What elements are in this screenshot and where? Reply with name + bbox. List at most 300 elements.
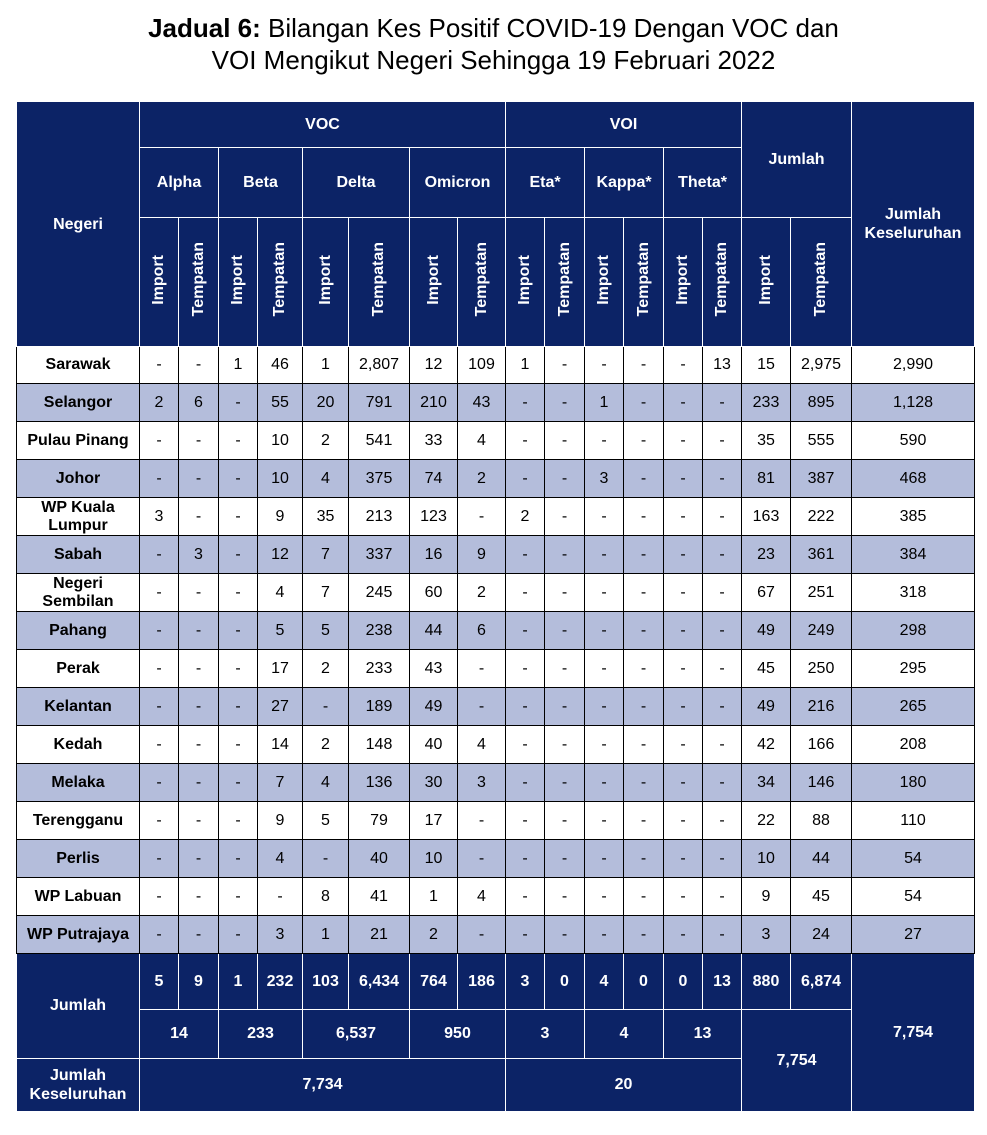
table-cell: - bbox=[585, 574, 624, 612]
row-grand-total: 318 bbox=[852, 574, 975, 612]
table-cell: - bbox=[624, 460, 664, 498]
subheader-tempatan bbox=[458, 218, 506, 347]
table-cell: 387 bbox=[791, 460, 852, 498]
table-cell: 14 bbox=[258, 726, 303, 764]
table-cell: - bbox=[179, 688, 219, 726]
state-name: Melaka bbox=[17, 764, 140, 802]
state-name: Kelantan bbox=[17, 688, 140, 726]
table-cell: - bbox=[664, 650, 703, 688]
table-cell: 123 bbox=[410, 498, 458, 536]
subheader-import bbox=[410, 218, 458, 347]
table-cell: 233 bbox=[742, 384, 791, 422]
table-cell: 136 bbox=[349, 764, 410, 802]
table-cell: 7 bbox=[258, 764, 303, 802]
table-cell: 88 bbox=[791, 802, 852, 840]
footer-jumlah-cell: 103 bbox=[303, 954, 349, 1010]
table-cell: - bbox=[458, 916, 506, 954]
table-cell: 4 bbox=[258, 574, 303, 612]
table-cell: - bbox=[664, 347, 703, 384]
row-grand-total: 385 bbox=[852, 498, 975, 536]
table-cell: 2,975 bbox=[791, 347, 852, 384]
table-cell: 2 bbox=[410, 916, 458, 954]
table-cell: - bbox=[664, 536, 703, 574]
footer-variant-total: 14 bbox=[140, 1010, 219, 1059]
table-cell: - bbox=[585, 688, 624, 726]
table-cell: 34 bbox=[742, 764, 791, 802]
table-cell: - bbox=[545, 764, 585, 802]
table-cell: - bbox=[140, 726, 179, 764]
state-name: Perlis bbox=[17, 840, 140, 878]
table-cell: 3 bbox=[742, 916, 791, 954]
table-cell: - bbox=[506, 688, 545, 726]
header-negeri: Negeri bbox=[17, 102, 140, 347]
table-cell: 166 bbox=[791, 726, 852, 764]
footer-variant-total: 4 bbox=[585, 1010, 664, 1059]
table-title bbox=[0, 12, 987, 76]
table-cell: - bbox=[664, 422, 703, 460]
table-cell: - bbox=[624, 384, 664, 422]
table-cell: - bbox=[219, 726, 258, 764]
title-label: Jadual 6: bbox=[148, 13, 261, 43]
footer-jumlah-cell: 764 bbox=[410, 954, 458, 1010]
table-cell: 23 bbox=[742, 536, 791, 574]
table-row bbox=[17, 878, 975, 916]
table-cell: 74 bbox=[410, 460, 458, 498]
table-cell: - bbox=[219, 802, 258, 840]
footer-variant-total: 6,537 bbox=[303, 1010, 410, 1059]
table-cell: - bbox=[624, 764, 664, 802]
table-cell: 250 bbox=[791, 650, 852, 688]
table-cell: 895 bbox=[791, 384, 852, 422]
table-row bbox=[17, 764, 975, 802]
table-cell: - bbox=[624, 347, 664, 384]
table-cell: 41 bbox=[349, 878, 410, 916]
table-cell: - bbox=[585, 612, 624, 650]
subheader-tempatan-label: Tempatan bbox=[555, 242, 573, 317]
table-row bbox=[17, 422, 975, 460]
subheader-import bbox=[506, 218, 545, 347]
table-cell: - bbox=[506, 460, 545, 498]
table-cell: 4 bbox=[458, 726, 506, 764]
table-cell: 49 bbox=[742, 688, 791, 726]
table-cell: - bbox=[664, 802, 703, 840]
subheader-import-label: Import bbox=[229, 254, 246, 305]
table-cell: - bbox=[140, 612, 179, 650]
subheader-tempatan-label: Tempatan bbox=[713, 242, 730, 317]
subheader-import-label: Import bbox=[424, 254, 442, 305]
table-cell: - bbox=[179, 840, 219, 878]
table-cell: 3 bbox=[258, 916, 303, 954]
row-grand-total: 298 bbox=[852, 612, 975, 650]
table-cell: - bbox=[545, 384, 585, 422]
table-cell: - bbox=[664, 764, 703, 802]
table-cell: 24 bbox=[791, 916, 852, 954]
table-cell: 9 bbox=[258, 498, 303, 536]
table-cell: 213 bbox=[349, 498, 410, 536]
table-cell: - bbox=[585, 878, 624, 916]
state-name: Kedah bbox=[17, 726, 140, 764]
subheader-import-label: Import bbox=[150, 254, 167, 305]
table-cell: 40 bbox=[349, 840, 410, 878]
subheader-import-label: Import bbox=[516, 254, 533, 305]
table-cell: - bbox=[703, 612, 742, 650]
table-cell: - bbox=[140, 688, 179, 726]
table-cell: 42 bbox=[742, 726, 791, 764]
table-cell: 2 bbox=[506, 498, 545, 536]
table-cell: - bbox=[140, 764, 179, 802]
table-cell: - bbox=[703, 726, 742, 764]
table-cell: 33 bbox=[410, 422, 458, 460]
subheader-import-label: Import bbox=[595, 254, 612, 305]
table-cell: 20 bbox=[303, 384, 349, 422]
table-cell: - bbox=[703, 878, 742, 916]
table-cell: 8 bbox=[303, 878, 349, 916]
table-cell: 45 bbox=[742, 650, 791, 688]
header-variant-kappa: Kappa* bbox=[585, 148, 664, 218]
table-cell: - bbox=[664, 726, 703, 764]
table-cell: - bbox=[545, 650, 585, 688]
row-grand-total: 180 bbox=[852, 764, 975, 802]
table-cell: - bbox=[506, 612, 545, 650]
table-cell: - bbox=[545, 347, 585, 384]
table-cell: - bbox=[703, 802, 742, 840]
table-cell: - bbox=[624, 612, 664, 650]
table-cell: 40 bbox=[410, 726, 458, 764]
table-cell: 238 bbox=[349, 612, 410, 650]
row-grand-total: 295 bbox=[852, 650, 975, 688]
title-line2: VOI Mengikut Negeri Sehingga 19 Februari 2022 bbox=[211, 45, 776, 75]
table-cell: - bbox=[664, 384, 703, 422]
footer-jumlah-cell: 0 bbox=[664, 954, 703, 1010]
table-cell: 4 bbox=[303, 460, 349, 498]
table-cell: - bbox=[703, 460, 742, 498]
table-cell: - bbox=[703, 840, 742, 878]
table-cell: 17 bbox=[258, 650, 303, 688]
table-cell: - bbox=[140, 916, 179, 954]
table-cell: - bbox=[506, 422, 545, 460]
table-cell: 1 bbox=[303, 347, 349, 384]
table-cell: - bbox=[585, 840, 624, 878]
row-grand-total: 1,128 bbox=[852, 384, 975, 422]
table-cell: 251 bbox=[791, 574, 852, 612]
table-cell: 541 bbox=[349, 422, 410, 460]
table-cell: - bbox=[140, 536, 179, 574]
table-cell: 9 bbox=[258, 802, 303, 840]
footer-jumlah-cell: 1 bbox=[219, 954, 258, 1010]
table-cell: 1 bbox=[303, 916, 349, 954]
table-cell: 60 bbox=[410, 574, 458, 612]
header-jumlah: Jumlah bbox=[742, 102, 852, 218]
table-cell: 4 bbox=[258, 840, 303, 878]
table-row bbox=[17, 536, 975, 574]
table-cell: - bbox=[585, 802, 624, 840]
table-cell: 2 bbox=[458, 574, 506, 612]
table-cell: - bbox=[140, 650, 179, 688]
table-cell: 210 bbox=[410, 384, 458, 422]
header-variant-beta: Beta bbox=[219, 148, 303, 218]
footer-jumlah-cell: 9 bbox=[179, 954, 219, 1010]
table-cell: 81 bbox=[742, 460, 791, 498]
table-cell: - bbox=[624, 498, 664, 536]
state-name: Perak bbox=[17, 650, 140, 688]
table-cell: - bbox=[664, 574, 703, 612]
table-cell: - bbox=[703, 422, 742, 460]
table-cell: - bbox=[545, 422, 585, 460]
table-cell: - bbox=[458, 688, 506, 726]
row-grand-total: 265 bbox=[852, 688, 975, 726]
table-cell: - bbox=[703, 574, 742, 612]
table-cell: 7 bbox=[303, 536, 349, 574]
table-cell: 222 bbox=[791, 498, 852, 536]
table-cell: - bbox=[219, 688, 258, 726]
state-name: WP Labuan bbox=[17, 878, 140, 916]
table-cell: - bbox=[624, 650, 664, 688]
footer-jumlah-cell: 0 bbox=[624, 954, 664, 1010]
footer-jumlah-cell: 186 bbox=[458, 954, 506, 1010]
table-cell: 5 bbox=[303, 802, 349, 840]
footer-variant-total: 3 bbox=[506, 1010, 585, 1059]
table-cell: 17 bbox=[410, 802, 458, 840]
subheader-tempatan bbox=[545, 218, 585, 347]
table-cell: 5 bbox=[303, 612, 349, 650]
table-cell: - bbox=[545, 802, 585, 840]
row-grand-total: 384 bbox=[852, 536, 975, 574]
table-row bbox=[17, 802, 975, 840]
table-cell: - bbox=[458, 650, 506, 688]
table-row bbox=[17, 574, 975, 612]
table-cell: 4 bbox=[458, 422, 506, 460]
table-cell: - bbox=[140, 347, 179, 384]
table-cell: - bbox=[506, 574, 545, 612]
table-cell: - bbox=[545, 840, 585, 878]
covid-variant-table bbox=[16, 101, 975, 1112]
row-grand-total: 468 bbox=[852, 460, 975, 498]
table-cell: - bbox=[545, 612, 585, 650]
footer-jumlah-cell: 4 bbox=[585, 954, 624, 1010]
table-cell: - bbox=[585, 498, 624, 536]
table-cell: - bbox=[545, 460, 585, 498]
table-cell: 9 bbox=[742, 878, 791, 916]
table-cell: - bbox=[219, 650, 258, 688]
header-variant-theta: Theta* bbox=[664, 148, 742, 218]
table-cell: 109 bbox=[458, 347, 506, 384]
table-cell: - bbox=[624, 802, 664, 840]
table-cell: - bbox=[624, 422, 664, 460]
table-cell: 35 bbox=[303, 498, 349, 536]
header-voi: VOI bbox=[506, 102, 742, 148]
subheader-tempatan bbox=[624, 218, 664, 347]
table-cell: 245 bbox=[349, 574, 410, 612]
subheader-tempatan bbox=[258, 218, 303, 347]
table-cell: 67 bbox=[742, 574, 791, 612]
table-cell: - bbox=[545, 916, 585, 954]
table-cell: - bbox=[664, 460, 703, 498]
footer-jumlah-cell: 3 bbox=[506, 954, 545, 1010]
table-cell: - bbox=[140, 802, 179, 840]
table-cell: - bbox=[545, 574, 585, 612]
table-cell: 44 bbox=[410, 612, 458, 650]
row-grand-total: 2,990 bbox=[852, 347, 975, 384]
table-cell: 233 bbox=[349, 650, 410, 688]
table-cell: - bbox=[219, 384, 258, 422]
table-cell: - bbox=[703, 536, 742, 574]
table-cell: - bbox=[664, 688, 703, 726]
state-name: WP Kuala Lumpur bbox=[17, 498, 140, 536]
table-cell: - bbox=[624, 916, 664, 954]
state-name: WP Putrajaya bbox=[17, 916, 140, 954]
table-cell: 12 bbox=[410, 347, 458, 384]
title-line1: Bilangan Kes Positif COVID-19 Dengan VOC dan bbox=[260, 13, 839, 43]
table-cell: 5 bbox=[258, 612, 303, 650]
table-cell: 4 bbox=[303, 764, 349, 802]
table-cell: - bbox=[179, 916, 219, 954]
table-row bbox=[17, 612, 975, 650]
table-cell: 6 bbox=[179, 384, 219, 422]
row-grand-total: 54 bbox=[852, 840, 975, 878]
table-cell: 49 bbox=[742, 612, 791, 650]
table-cell: 15 bbox=[742, 347, 791, 384]
footer-variant-total: 233 bbox=[219, 1010, 303, 1059]
table-cell: 27 bbox=[258, 688, 303, 726]
table-cell: - bbox=[664, 498, 703, 536]
table-cell: - bbox=[545, 536, 585, 574]
table-cell: - bbox=[219, 460, 258, 498]
table-row bbox=[17, 840, 975, 878]
subheader-tempatan-label: Tempatan bbox=[271, 242, 288, 317]
subheader-import bbox=[219, 218, 258, 347]
header-variant-delta: Delta bbox=[303, 148, 410, 218]
table-cell: - bbox=[624, 574, 664, 612]
table-cell: - bbox=[458, 498, 506, 536]
row-grand-total: 54 bbox=[852, 878, 975, 916]
table-cell: 148 bbox=[349, 726, 410, 764]
subheader-tempatan-label: Tempatan bbox=[472, 242, 490, 317]
table-body bbox=[17, 347, 975, 954]
row-grand-total: 590 bbox=[852, 422, 975, 460]
table-cell: - bbox=[624, 726, 664, 764]
table-cell: - bbox=[585, 422, 624, 460]
table-cell: 12 bbox=[258, 536, 303, 574]
table-cell: - bbox=[585, 726, 624, 764]
footer-jumlah-cell: 5 bbox=[140, 954, 179, 1010]
table-cell: - bbox=[664, 878, 703, 916]
table-cell: - bbox=[219, 498, 258, 536]
table-cell: - bbox=[703, 916, 742, 954]
table-row bbox=[17, 347, 975, 384]
subheader-tempatan bbox=[791, 218, 852, 347]
subheader-tempatan bbox=[349, 218, 410, 347]
table-cell: - bbox=[506, 802, 545, 840]
table-cell: - bbox=[458, 802, 506, 840]
table-cell: 3 bbox=[179, 536, 219, 574]
table-cell: 79 bbox=[349, 802, 410, 840]
table-cell: - bbox=[179, 802, 219, 840]
table-cell: 3 bbox=[140, 498, 179, 536]
subheader-import bbox=[140, 218, 179, 347]
table-cell: - bbox=[506, 726, 545, 764]
header-jumlah-keseluruhan: Jumlah Keseluruhan bbox=[852, 102, 975, 347]
table-cell: - bbox=[140, 574, 179, 612]
footer-jumlah-label: Jumlah bbox=[17, 954, 140, 1059]
table-row bbox=[17, 916, 975, 954]
state-name: Sarawak bbox=[17, 347, 140, 384]
footer-jumlah-cell: 6,434 bbox=[349, 954, 410, 1010]
table-cell: - bbox=[219, 916, 258, 954]
table-cell: - bbox=[703, 498, 742, 536]
table-cell: 55 bbox=[258, 384, 303, 422]
subheader-import bbox=[303, 218, 349, 347]
table-cell: - bbox=[624, 878, 664, 916]
table-cell: - bbox=[140, 460, 179, 498]
footer-jumlah-total: 7,754 bbox=[742, 1010, 852, 1112]
table-cell: 30 bbox=[410, 764, 458, 802]
table-cell: - bbox=[179, 347, 219, 384]
table-row bbox=[17, 498, 975, 536]
table-cell: - bbox=[179, 574, 219, 612]
table-cell: - bbox=[179, 498, 219, 536]
footer-variant-total-row bbox=[17, 1010, 975, 1059]
subheader-tempatan-label: Tempatan bbox=[189, 242, 207, 317]
footer-grand-total: 7,754 bbox=[852, 954, 975, 1112]
table-cell: - bbox=[545, 878, 585, 916]
table-cell: 2 bbox=[303, 650, 349, 688]
table-cell: - bbox=[219, 878, 258, 916]
table-cell: 1 bbox=[506, 347, 545, 384]
table-cell: 791 bbox=[349, 384, 410, 422]
table-cell: 2 bbox=[303, 422, 349, 460]
table-cell: 10 bbox=[410, 840, 458, 878]
table-cell: - bbox=[703, 384, 742, 422]
table-cell: - bbox=[140, 878, 179, 916]
subheader-tempatan-label: Tempatan bbox=[634, 242, 652, 317]
table-cell: - bbox=[458, 840, 506, 878]
table-cell: - bbox=[624, 536, 664, 574]
table-cell: 3 bbox=[458, 764, 506, 802]
header-variant-eta: Eta* bbox=[506, 148, 585, 218]
table-cell: - bbox=[585, 916, 624, 954]
table-cell: - bbox=[703, 688, 742, 726]
table-cell: 10 bbox=[742, 840, 791, 878]
table-cell: 44 bbox=[791, 840, 852, 878]
state-name: Negeri Sembilan bbox=[17, 574, 140, 612]
table-cell: - bbox=[179, 612, 219, 650]
header-variant-alpha: Alpha bbox=[140, 148, 219, 218]
table-cell: 9 bbox=[458, 536, 506, 574]
subheader-tempatan-label: Tempatan bbox=[370, 242, 387, 317]
table-cell: - bbox=[506, 536, 545, 574]
table-cell: - bbox=[545, 726, 585, 764]
table-cell: 43 bbox=[410, 650, 458, 688]
table-cell: 6 bbox=[458, 612, 506, 650]
footer-jumlah-cell: 13 bbox=[703, 954, 742, 1010]
table-cell: - bbox=[703, 650, 742, 688]
table-cell: - bbox=[585, 764, 624, 802]
table-cell: - bbox=[303, 840, 349, 878]
row-grand-total: 208 bbox=[852, 726, 975, 764]
table-cell: - bbox=[219, 422, 258, 460]
table-cell: 45 bbox=[791, 878, 852, 916]
table-cell: - bbox=[703, 764, 742, 802]
table-cell: - bbox=[179, 460, 219, 498]
subheader-import bbox=[742, 218, 791, 347]
table-cell: - bbox=[585, 347, 624, 384]
state-name: Johor bbox=[17, 460, 140, 498]
table-cell: - bbox=[258, 878, 303, 916]
table-cell: 216 bbox=[791, 688, 852, 726]
table-cell: - bbox=[140, 422, 179, 460]
state-name: Sabah bbox=[17, 536, 140, 574]
table-cell: 7 bbox=[303, 574, 349, 612]
